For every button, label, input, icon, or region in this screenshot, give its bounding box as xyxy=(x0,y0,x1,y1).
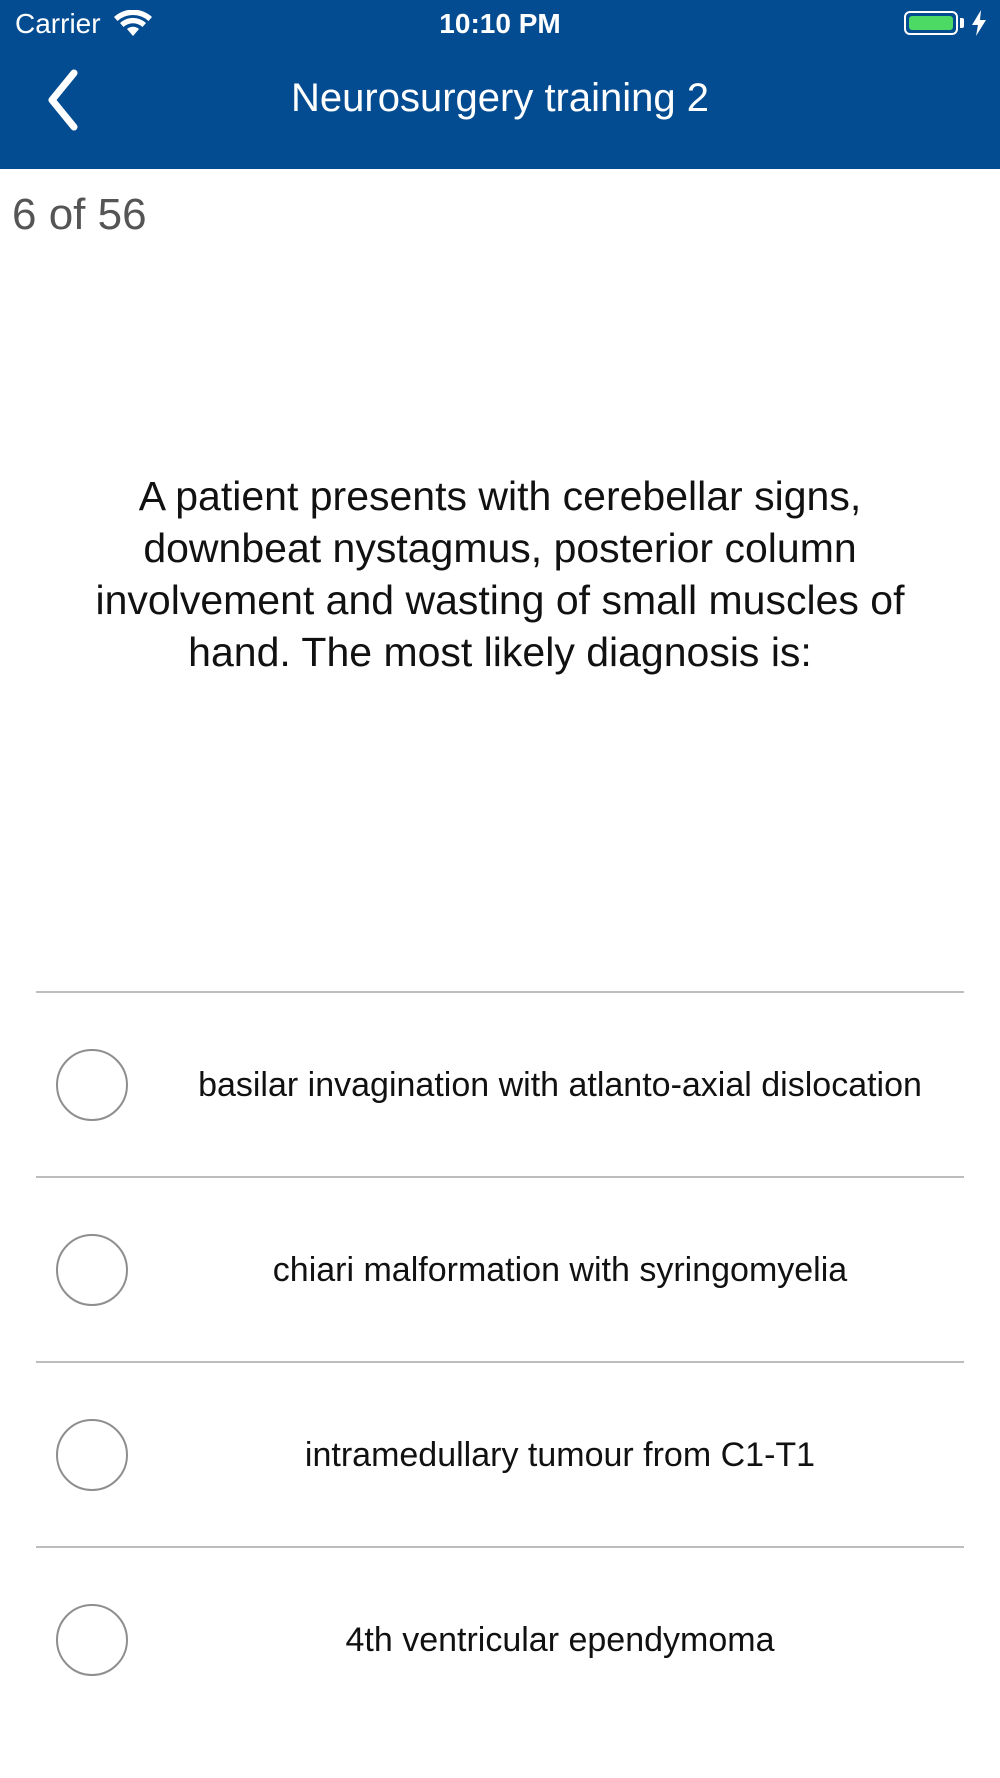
answer-option-3[interactable] xyxy=(36,1361,964,1546)
page-title: Neurosurgery training 2 xyxy=(291,76,709,120)
radio-button[interactable] xyxy=(56,1419,128,1491)
answer-option-label: basilar invagination with atlanto-axial dislocation xyxy=(198,1065,922,1104)
battery-tip xyxy=(960,18,964,28)
radio-button[interactable] xyxy=(56,1604,128,1676)
answer-option-1[interactable] xyxy=(36,991,964,1176)
status-time: 10:10 PM xyxy=(439,8,561,39)
answer-option-4[interactable] xyxy=(36,1546,964,1731)
carrier-label: Carrier xyxy=(15,8,101,39)
radio-button[interactable] xyxy=(56,1234,128,1306)
answer-option-2[interactable] xyxy=(36,1176,964,1361)
radio-button[interactable] xyxy=(56,1049,128,1121)
status-bar xyxy=(0,0,1000,50)
nav-bar xyxy=(0,50,1000,169)
header xyxy=(0,0,1000,169)
answer-option-label: chiari malformation with syringomyelia xyxy=(272,1250,848,1289)
question-text: A patient presents with cerebellar signs, downbeat nystagmus, posterior column involvement and wasting of small muscles of hand. The most likely diagnosis is: xyxy=(95,473,905,675)
charging-bolt-icon xyxy=(970,10,988,36)
battery-fill xyxy=(909,16,953,30)
answer-options xyxy=(36,991,964,1731)
answer-option-label: 4th ventricular ependymoma xyxy=(345,1620,775,1659)
question-counter: 6 of 56 xyxy=(12,190,147,239)
answer-option-label: intramedullary tumour from C1-T1 xyxy=(304,1435,816,1474)
battery-indicator xyxy=(904,10,988,36)
battery-icon xyxy=(904,11,958,35)
